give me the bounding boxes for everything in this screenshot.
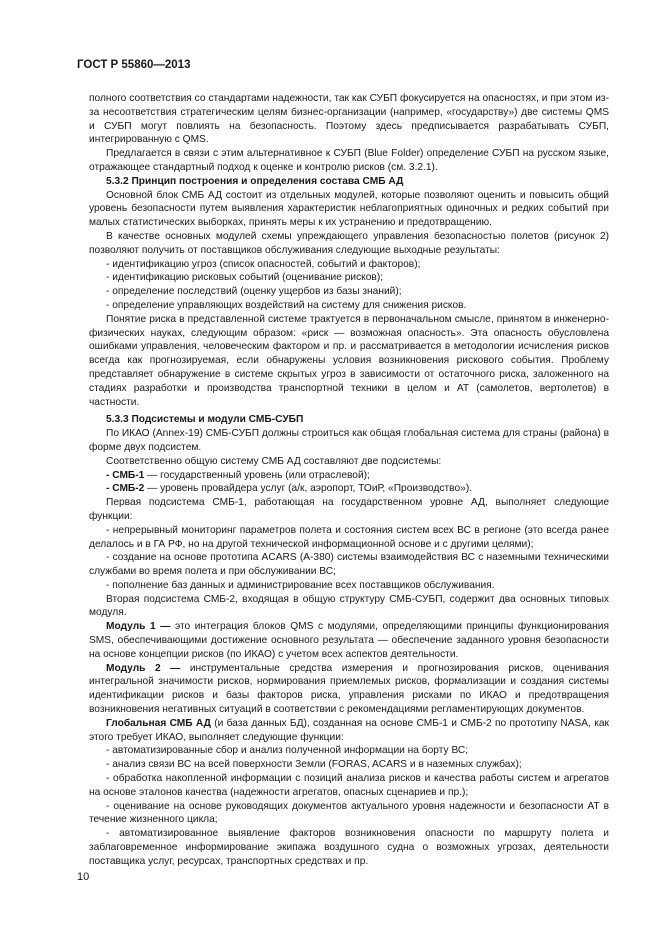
paragraph <box>89 662 609 717</box>
list-item <box>89 482 609 496</box>
term-smb2-text: — уровень провайдера услуг (а/к, аэропорт, ТОиР, «Производство»). <box>144 483 473 495</box>
list-item: - создание на основе прототипа ACARS (А-380) системы взаимодействия ВС с наземными техническими службами во время полета и при обслуживании ВС; <box>89 552 609 578</box>
list-item: - определение последствий (оценку ущербов из базы знаний); <box>106 286 402 298</box>
paragraph <box>89 717 609 745</box>
term-smb2: - СМБ-2 <box>106 483 145 495</box>
paragraph: Соответственно общую систему СМБ АД составляют две подсистемы: <box>106 455 442 467</box>
paragraph: полного соответствия со стандартами надежности, так как СУБП фокусируется на опасностях, и при этом из-за несоответствия стратегическим целям бизнес-организации (например, «государству») две системы QMS и СУБП могут повлиять на безопасность. Поэтому здесь предписывается разрабатывать СУБП, интегрированную с QMS. <box>89 93 609 146</box>
list-item: - обработка накопленной информации с позиций анализа рисков и качества работы систем и агрегатов на основе эталонов качества (надежности агрегатов, опасных сценариев и пр.); <box>89 773 609 798</box>
term-module-1: Модуль 1 — <box>106 621 171 633</box>
module-1-text: это интеграция блоков QMS с модулями, определяющими принципы функционирования SMS, обеспечивающими достижение основного результата — обеспечение заданного уровня безопасности на основе концепции рисков (по ИКАО) с учетом всех аспектов деятельности. <box>89 621 609 660</box>
global-smb-text: (и база данных БД), созданная на основе СМБ-1 и СМБ-2 по прототипу NASA, как этого требует ИКАО, выполняет следующие функции: <box>89 717 610 743</box>
paragraph: Понятие риска в представленной системе трактуется в первоначальном смысле, принятом в инженерно-физических науках, следующим образом: «риск — возможная опасность». Эта опасность обусловлена ошибками управления, человеческим фактором и пр. и рассматривается в методологии исчисления рисков всегда как прогнозируемая, если обнаружены условия возникновения рискового события. Проблему представляет обнаружение в системе скрытых угроз в зависимости от остаточного риска, заложенного на стадиях разработки и производства транспортной техники в целом и АТ (самолетов, вертолетов) в частности. <box>89 313 609 408</box>
list-item <box>89 469 609 483</box>
list-item: - анализ связи ВС на всей поверхности Земли (FORAS, ACARS и в наземных службах); <box>106 759 522 771</box>
term-smb1: - СМБ-1 <box>106 469 145 481</box>
list-item: - оценивание на основе руководящих документов актуального уровня надежности и безопасности АТ в течение жизненного цикла; <box>89 800 609 826</box>
list-item: - идентификацию рисковых событий (оценивание рисков); <box>106 272 384 284</box>
paragraph: В качестве основных модулей схемы упреждающего управления безопасностью полетов (рисунок 2) позволяют получить от поставщиков обслуживания следующие выходные результаты: <box>89 230 609 256</box>
page-number: 10 <box>77 871 90 883</box>
term-global-smb: Глобальная СМБ АД <box>106 717 211 729</box>
paragraph: Предлагается в связи с этим альтернативное к СУБП (Blue Folder) определение СУБП на русском языке, отражающее стандартный подход к оценке и контролю рисков (см. 3.2.1). <box>89 148 609 173</box>
page-content <box>89 92 609 869</box>
list-item: - непрерывный мониторинг параметров полета и состояния систем всех ВС в регионе (это всегда ранее делалось и в ГА РФ, но на другой технической информационной основе и с другими целями); <box>89 524 609 550</box>
list-item: - автоматизированные сбор и анализ полученной информации на борту ВС; <box>106 745 469 757</box>
paragraph: Основной блок СМБ АД состоит из отдельных модулей, которые позволяют оценить и повысить общий уровень безопасности путем выявления характеристик неблагоприятных одиночных и редких событий при малых статистических выборках, принять меры к их устранению и предотвращению. <box>89 189 609 229</box>
list-item: - идентификацию угроз (список опасностей, событий и факторов); <box>106 258 421 270</box>
term-smb1-text: — государственный уровень (или отраслевой); <box>144 469 370 481</box>
paragraph: Вторая подсистема СМБ-2, входящая в общую структуру СМБ-СУБП, содержит два основных типовых модуля. <box>89 593 609 619</box>
list-item: - пополнение баз данных и администрирование всех поставщиков обслуживания. <box>106 579 495 591</box>
paragraph: По ИКАО (Annex-19) СМБ-СУБП должны строиться как общая глобальная система для страны (района) в форме двух подсистем. <box>89 428 609 453</box>
section-heading-5-3-3: 5.3.3 Подсистемы и модули СМБ-СУБП <box>106 414 304 426</box>
term-module-2: Модуль 2 — <box>106 662 181 674</box>
list-item: - определение управляющих воздействий на систему для снижения рисков. <box>106 299 467 311</box>
paragraph: Первая подсистема СМБ-1, работающая на государственном уровне АД, выполняет следующие функции: <box>89 497 609 522</box>
paragraph <box>89 620 609 661</box>
list-item: - автоматизированное выявление факторов возникновения опасности по маршруту полета и заблаговременное информирование экипажа воздушного судна о возможных угрозах, деятельности поставщика услуг, ресурсах, транспортных средствах и пр. <box>89 828 609 867</box>
module-2-text: инструментальные средства измерения и прогнозирования рисков, оценивания интегральной значимости рисков, нормирования приемлемых рисков, формализации и создания системы идентификации рисков и базы факторов риска, управления рисками по ИКАО и предотвращения возникновения негативных ситуаций в соответствии с рекомендациями регламентирующих документов. <box>89 662 609 716</box>
page-header: ГОСТ Р 55860—2013 <box>77 59 191 71</box>
section-heading-5-3-2: 5.3.2 Принцип построения и определения состава СМБ АД <box>106 175 404 187</box>
